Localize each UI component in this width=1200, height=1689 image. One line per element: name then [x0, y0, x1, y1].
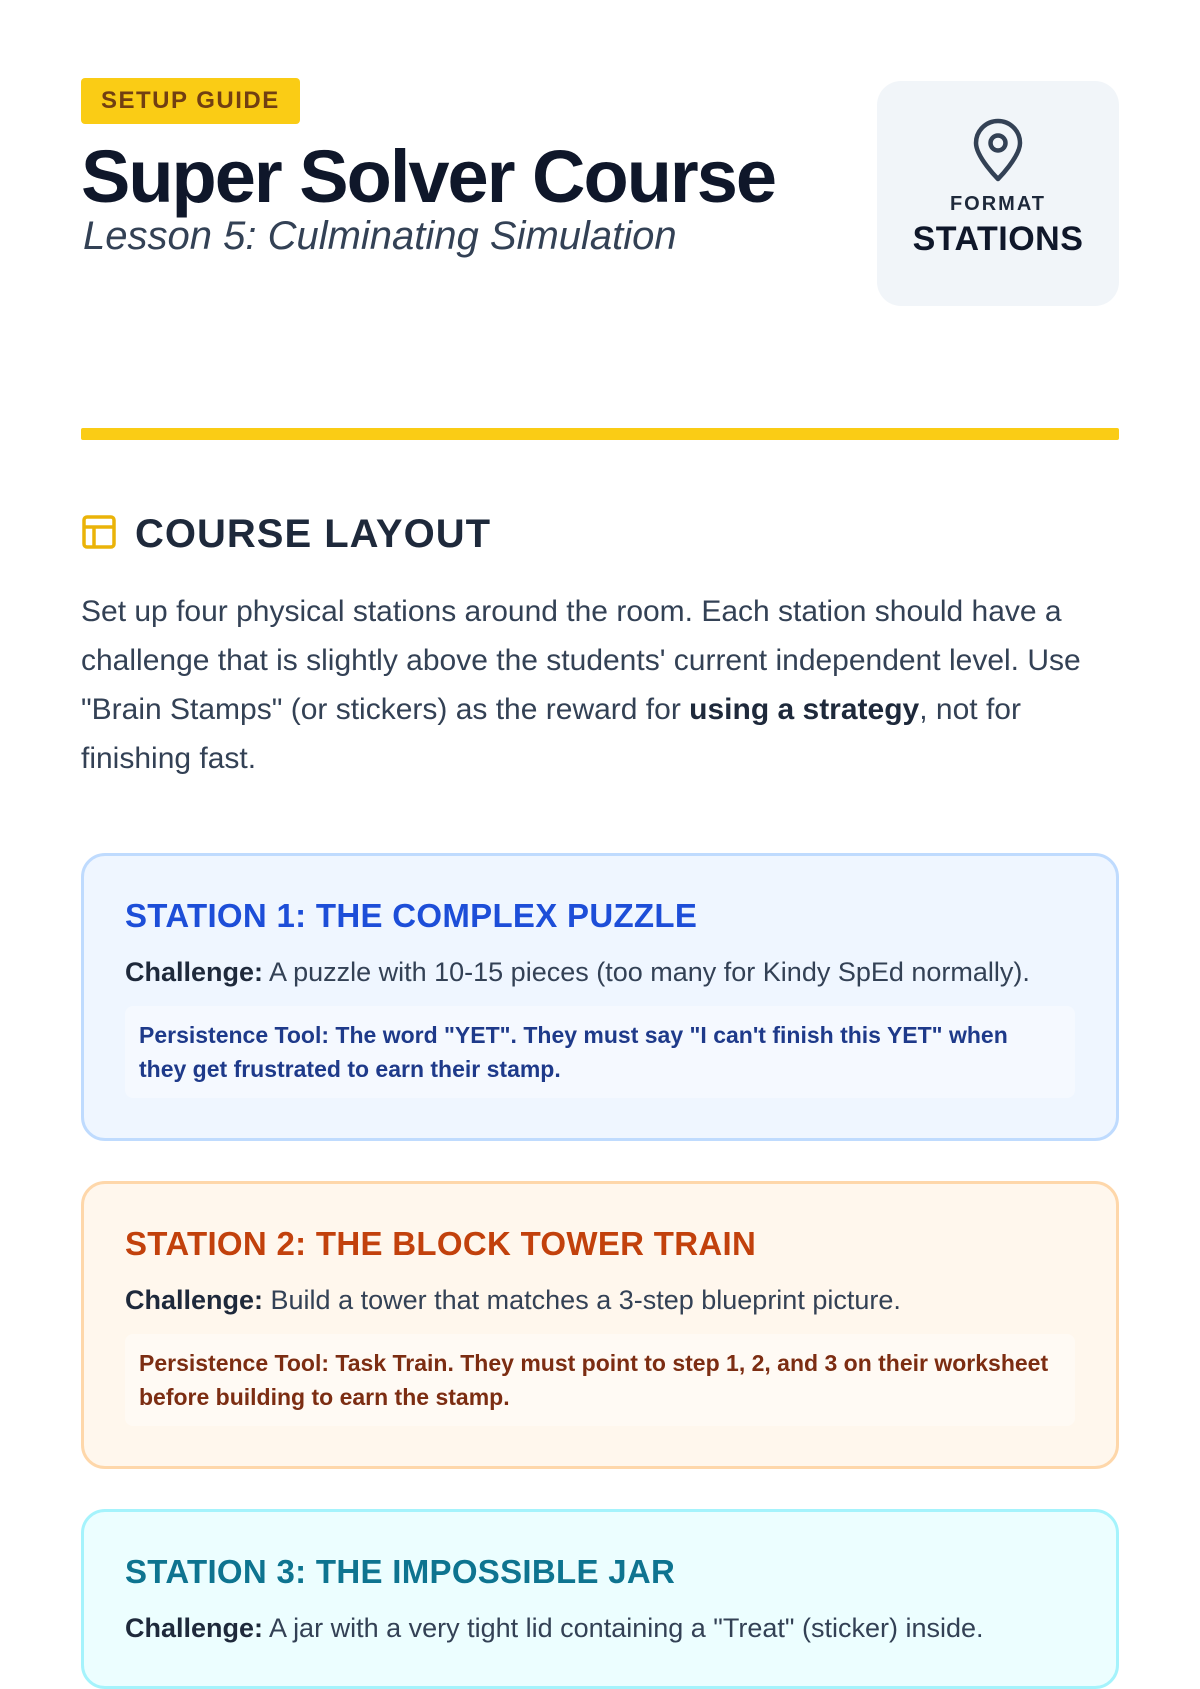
station-list: [81, 853, 1119, 1689]
challenge-text: A jar with a very tight lid containing a "Treat" (sticker) inside.: [263, 1613, 984, 1643]
intro-text-end: , not for finishing fast.: [81, 693, 1021, 775]
persistence-tool: Persistence Tool: Task Train. They must point to step 1, 2, and 3 on their worksheet before building to earn the stamp.: [125, 1334, 1075, 1426]
persistence-tool: Persistence Tool: The word "YET". They must say "I can't finish this YET" when they get frustrated to earn their stamp.: [125, 1006, 1075, 1098]
setup-guide-badge: SETUP GUIDE: [81, 78, 300, 124]
section-title: COURSE LAYOUT: [135, 512, 492, 556]
challenge-text: A puzzle with 10-15 pieces (too many for Kindy SpEd normally).: [263, 957, 1030, 987]
challenge-text: Build a tower that matches a 3-step blueprint picture.: [263, 1285, 901, 1315]
format-value: STATIONS: [912, 220, 1084, 258]
header-divider: [81, 428, 1119, 440]
page-title: Super Solver Course: [81, 135, 776, 218]
header: [81, 78, 1119, 308]
station-card-2: [81, 1181, 1119, 1469]
station-challenge: [125, 1610, 1075, 1646]
intro-text-bold: using a strategy: [689, 693, 920, 726]
challenge-label: Challenge:: [125, 1613, 264, 1643]
station-challenge: [125, 954, 1075, 990]
station-card-1: [81, 853, 1119, 1141]
format-label: FORMAT: [949, 193, 1047, 215]
challenge-label: Challenge:: [125, 957, 264, 987]
format-card: [877, 81, 1119, 306]
page-subtitle: Lesson 5: Culminating Simulation: [83, 214, 677, 258]
station-title: STATION 3: THE IMPOSSIBLE JAR: [125, 1553, 676, 1590]
map-pin-icon: [877, 121, 1119, 183]
station-challenge: [125, 1282, 1075, 1318]
station-title: STATION 2: THE BLOCK TOWER TRAIN: [125, 1225, 757, 1262]
intro-text-start: Set up four physical stations around the room. Each station should have a challenge that is slightly above the students' current independent level. Use "Brain Stamps" (or stickers) as the reward for: [81, 595, 1081, 726]
station-card-3: [81, 1509, 1119, 1689]
challenge-label: Challenge:: [125, 1285, 264, 1315]
layout-icon: [81, 514, 135, 555]
station-title: STATION 1: THE COMPLEX PUZZLE: [125, 897, 698, 934]
intro-paragraph: [81, 587, 1119, 783]
section-heading: [81, 512, 1119, 557]
